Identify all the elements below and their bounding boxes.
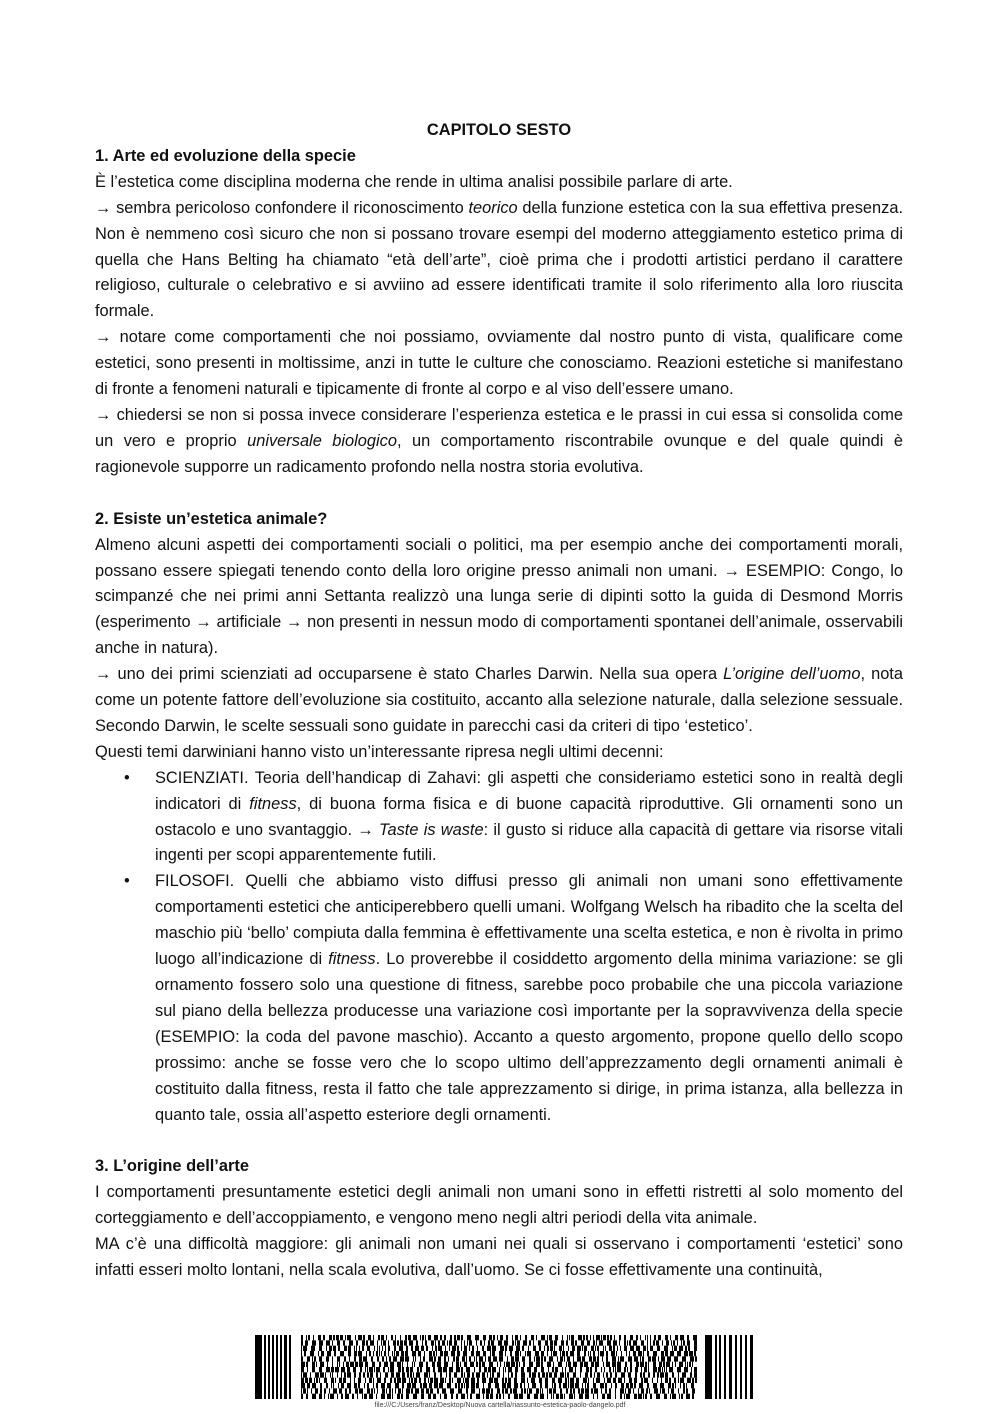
italic-term: fitness <box>249 794 297 813</box>
text-run: : il gusto si riduce alla capacità di gettare via risorse vitali ingenti per scopi apparentemente futili. <box>155 820 903 865</box>
section-1-paragraph-1: È l’estetica come disciplina moderna che rende in ultima analisi possibile parlare di arte. <box>95 172 733 191</box>
text-run: FILOSOFI. Quelli che abbiamo visto diffusi presso gli animali non umani sono effettivamente comportamenti estetici che anticiperebbero quelli umani. Wolfgang Welsch ha ribadito che la scelta del maschio più ‘bello’ compiuta dalla femmina è effettivamente una scelta estetica, e non è rivolta in primo luogo all’indicazione di <box>155 872 903 969</box>
bullet-list <box>95 766 903 1129</box>
italic-term: teorico <box>468 198 518 217</box>
footer-file-path: file:///C:/Users/franz/Desktop/Nuova cartella/riassunto-estetica-paolo-dangelo.pdf <box>374 1402 626 1409</box>
document-page <box>95 118 903 1284</box>
section-3-paragraph-2: MA c’è una difficoltà maggiore: gli animali non umani nei quali si osservano i comportamenti ‘estetici’ sono infatti esseri molto lontani, nella scala evolutiva, dall’uomo. Se ci fosse effettivamente una continuità, <box>95 1235 903 1280</box>
section-2-heading: 2. Esiste un’estetica animale? <box>95 509 328 528</box>
text-run: , nota come un potente fattore dell’evoluzione sia costituito, accanto alla selezione naturale, dalla selezione sessuale. Secondo Darwin, le scelte sessuali sono guidate in parecchi casi da criteri di tipo ‘estetico’. <box>95 665 903 735</box>
text-run: . Lo proverebbe il cosiddetto argomento della minima variazione: se gli ornamento fossero solo una questione di fitness, sarebbe poco probabile che una piccola variazione sul piano della bellezza producesse una variazione così importante per la sopravvivenza della specie (ESEMPIO: la coda del pavone maschio). Accanto a questo argomento, propone quello dello scopo prossimo: anche se fosse vero che lo scopo ultimo dell’apprezzamento degli ornamenti animali è costituito dalla fitness, resta il fatto che tale apprezzamento si dirige, in prima istanza, alla bellezza in quanto tale, ossia all’aspetto esteriore degli ornamenti. <box>155 950 903 1124</box>
section-1-heading: 1. Arte ed evoluzione della specie <box>95 146 356 165</box>
text-run: SCIENZIATI. Teoria dell’handicap di Zahavi: gli aspetti che consideriamo estetici sono in realtà degli indicatori di <box>155 768 903 813</box>
italic-term: Taste is waste <box>378 820 484 839</box>
spacer <box>95 1128 903 1154</box>
section-3-paragraph-1: I comportamenti presuntamente estetici degli animali non umani sono in effetti ristretti al solo momento del corteggiamento e dell’accoppiamento, e vengono meno negli altri periodi della vita animale. <box>95 1183 903 1228</box>
section-3-heading: 3. L’origine dell’arte <box>95 1157 249 1176</box>
section-2-paragraph-1: Almeno alcuni aspetti dei comportamenti sociali o politici, ma per esempio anche dei comportamenti morali, possano essere spiegati tenendo conto della loro origine presso animali non umani. → ESEMPIO: Congo, lo scimpanzé che nei primi anni Settanta realizzò una lunga serie di dipinti sotto la guida di Desmond Morris (esperimento → artificiale → non presenti in nessun modo di comportamenti spontanei dell’animale, osservabili anche in natura). <box>95 535 903 658</box>
text-run: → uno dei primi scienziati ad occuparsene è stato Charles Darwin. Nella sua opera <box>95 665 724 684</box>
text-run: , di buona forma fisica e di buone capacità riproduttive. Gli ornamenti sono un ostacolo e uno svantaggio. → <box>155 794 903 839</box>
italic-term: universale biologico <box>247 431 397 450</box>
pdf417-barcode-icon <box>255 1335 753 1399</box>
list-item <box>95 869 903 1128</box>
bullet-icon: • <box>124 768 130 787</box>
section-1-paragraph-3: → notare come comportamenti che noi possiamo, ovviamente dal nostro punto di vista, qualificare come estetici, sono presenti in moltissime, anzi in tutte le culture che conosciamo. Reazioni estetiche si manifestano di fronte a fenomeni naturali e tipicamente di fronte al corpo e al viso dell’essere umano. <box>95 328 903 399</box>
italic-term: L’origine dell’uomo <box>723 665 861 684</box>
text-run: → chiedersi se non si possa invece considerare l’esperienza estetica e le prassi in cui essa si consolida come un vero e proprio <box>95 405 903 450</box>
text-run: , un comportamento riscontrabile ovunque e del quale quindi è ragionevole supporre un radicamento profondo nella nostra storia evolutiva. <box>95 431 904 476</box>
chapter-title: CAPITOLO SESTO <box>426 121 572 139</box>
section-2-paragraph-2 <box>95 662 903 740</box>
text-run: → sembra pericoloso confondere il riconoscimento <box>95 198 469 217</box>
section-1-paragraph-4 <box>95 403 903 481</box>
bullet-icon: • <box>124 872 130 891</box>
barcode-graphic <box>255 1335 753 1399</box>
section-2-paragraph-3: Questi temi darwiniani hanno visto un’interessante ripresa negli ultimi decenni: <box>95 742 664 761</box>
list-item <box>95 766 903 870</box>
italic-term: fitness <box>328 950 376 969</box>
section-1-paragraph-2 <box>95 196 903 326</box>
spacer <box>95 481 903 507</box>
text-run: della funzione estetica con la sua effettiva presenza. Non è nemmeno così sicuro che non si possano trovare esempi del moderno atteggiamento estetico prima di quella che Hans Belting ha chiamato “età dell’arte”, cioè prima che i prodotti artistici perdano il carattere religioso, culturale o celebrativo e si avviino ad essere identificati tramite il solo riferimento alla loro riuscita formale. <box>95 198 903 321</box>
